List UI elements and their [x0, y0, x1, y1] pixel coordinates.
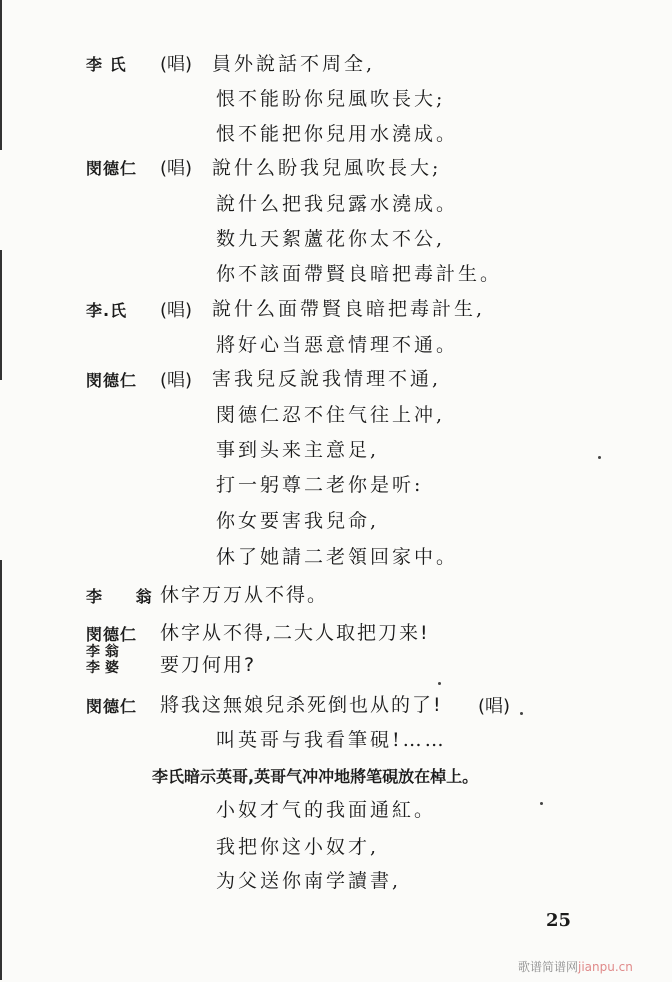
lyric-line: 我把你这小奴才, [216, 836, 380, 858]
scan-edge-mark [0, 560, 2, 980]
scan-speck [540, 802, 543, 805]
lyric-line: 打一躬尊二老你是听: [216, 474, 424, 496]
lyric-line: 小奴才气的我面通紅。 [216, 799, 437, 821]
speaker-name: 李 氏 [86, 55, 127, 74]
spoken-line: 要刀何用? [160, 654, 257, 676]
speaker-name: 閔德仁 [86, 697, 138, 716]
lyric-line: 你不該面帶賢良暗把毒計生。 [216, 263, 503, 285]
speaker-name: 閔德仁 [86, 371, 138, 390]
lyric-line: 說什么面帶賢良暗把毒計生, [212, 298, 486, 320]
lyric-line: 为父送你南学讀書, [216, 870, 402, 892]
speaker-name: 李 婆 [86, 660, 119, 676]
spoken-line: 休字万万从不得。 [160, 584, 329, 606]
lyric-line: 数九天絮蘆花你太不公, [216, 228, 446, 250]
aria-marker: (唱) [160, 158, 193, 179]
watermark-url: jianpu.cn [578, 960, 633, 974]
aria-marker: (唱) [478, 696, 511, 717]
scan-speck [438, 682, 441, 685]
spoken-line: 休字从不得,二大人取把刀来! [160, 622, 430, 644]
stage-direction: 李氏暗示英哥,英哥气冲冲地將笔硯放在棹上。 [152, 767, 479, 786]
aria-marker: (唱) [160, 370, 193, 391]
speaker-name: 閔德仁 [86, 159, 138, 178]
lyric-line: 恨不能盼你兒風吹長大; [216, 88, 446, 110]
lyric-line: 閔德仁忍不住气往上冲, [216, 404, 446, 426]
scan-speck [598, 456, 601, 459]
speaker-name: 李 翁 [86, 644, 119, 660]
lyric-line: 將好心当惡意情理不通。 [216, 334, 459, 356]
aria-marker: (唱) [160, 300, 193, 321]
speaker-name: 閔德仁 [86, 625, 138, 644]
lyric-line: 說什么把我兒露水澆成。 [216, 193, 459, 215]
lyric-line: 叫英哥与我看筆硯!…… [216, 729, 447, 751]
page-number: 25 [546, 910, 572, 931]
aria-marker: (唱) [160, 54, 193, 75]
speaker-name: 李.氏 [86, 301, 128, 320]
speaker-name: 李 翁 [86, 587, 166, 606]
scan-edge-mark [0, 250, 2, 380]
lyric-line: 害我兒反說我情理不通, [212, 368, 442, 390]
scan-edge-mark [0, 0, 2, 150]
lyric-line: 休了她請二老領回家中。 [216, 546, 459, 568]
scan-speck [520, 712, 523, 715]
lyric-line: 你女要害我兒命, [216, 510, 380, 532]
watermark-text: 歌谱简谱网 [518, 960, 579, 974]
lyric-line: 事到头来主意足, [216, 439, 380, 461]
watermark [518, 958, 633, 975]
spoken-line: 將我这無娘兒杀死倒也从的了! [160, 694, 443, 716]
lyric-line: 員外說話不周全, [212, 53, 376, 75]
speaker-stack [86, 644, 119, 676]
lyric-line: 恨不能把你兒用水澆成。 [216, 123, 459, 145]
lyric-line: 說什么盼我兒風吹長大; [212, 157, 442, 179]
